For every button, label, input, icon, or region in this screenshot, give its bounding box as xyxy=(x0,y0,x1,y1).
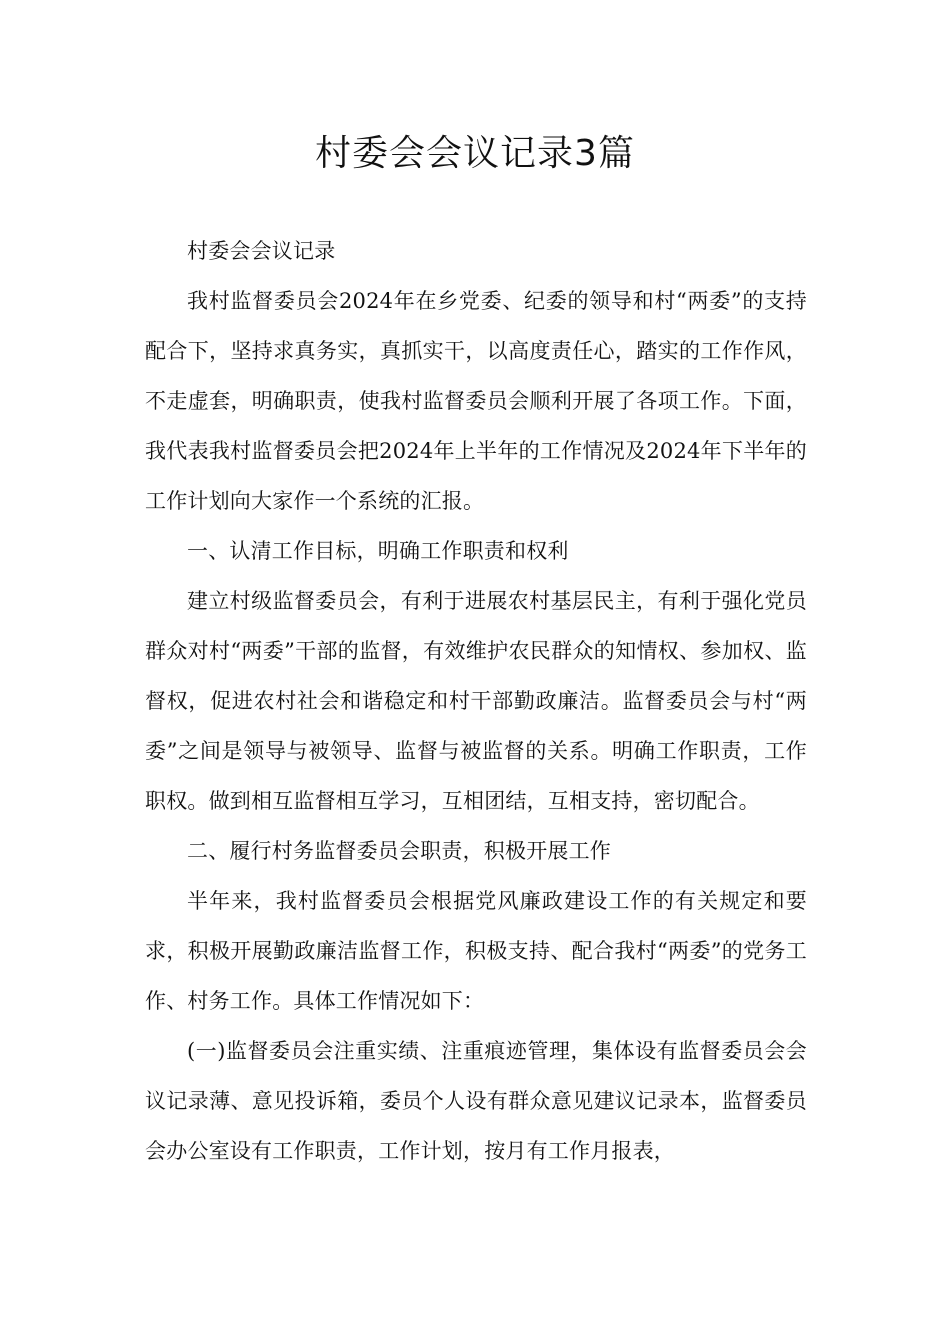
section-2-paragraph: 半年来，我村监督委员会根据党风廉政建设工作的有关规定和要求，积极开展勤政廉洁监督工作，积极支持、配合我村“两委”的党务工作、村务工作。具体工作情况如下： xyxy=(145,889,807,1013)
section-1-paragraph: 建立村级监督委员会，有利于进展农村基层民主，有利于强化党员群众对村“两委”干部的监督，有效维护农民群众的知情权、参加权、监督权，促进农村社会和谐稳定和村干部勤政廉洁。监督委员会与村“两委”之间是领导与被领导、监督与被监督的关系。明确工作职责，工作职权。做到相互监督相互学习，互相团结，互相支持，密切配合。 xyxy=(145,589,807,813)
subsection-1-paragraph: (一)监督委员会注重实绩、注重痕迹管理，集体设有监督委员会会议记录薄、意见投诉箱，委员个人设有群众意见建议记录本，监督委员会办公室设有工作职责，工作计划，按月有工作月报表， xyxy=(145,1039,807,1163)
document-body xyxy=(145,226,807,1176)
section-heading-1: 一、认清工作目标，明确工作职责和权利 xyxy=(187,539,569,563)
section-heading-2: 二、履行村务监督委员会职责，积极开展工作 xyxy=(187,839,611,863)
intro-paragraph: 我村监督委员会2024年在乡党委、纪委的领导和村“两委”的支持配合下，坚持求真务实，真抓实干，以高度责任心，踏实的工作作风，不走虚套，明确职责，使我村监督委员会顺利开展了各项工作。下面，我代表我村监督委员会把2024年上半年的工作情况及2024年下半年的工作计划向大家作一个系统的汇报。 xyxy=(145,289,807,513)
subtitle-paragraph: 村委会会议记录 xyxy=(187,239,336,263)
document-title: 村委会会议记录3篇 xyxy=(315,133,635,174)
